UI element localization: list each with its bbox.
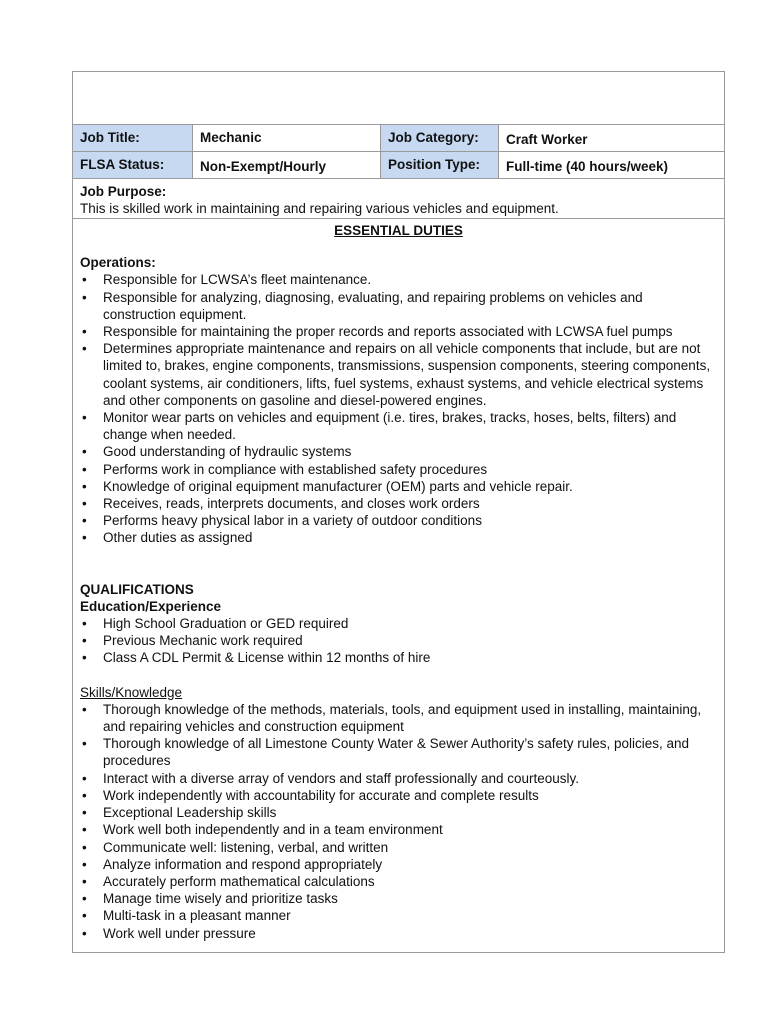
- list-item: • Class A CDL Permit & License within 12 months of hire: [80, 649, 717, 666]
- job-purpose-section: [73, 179, 724, 219]
- essential-duties-title: ESSENTIAL DUTIES: [334, 223, 463, 238]
- education-list: [80, 615, 717, 667]
- list-item: • Communicate well: listening, verbal, and written: [80, 839, 717, 856]
- list-item: • Performs heavy physical labor in a variety of outdoor conditions: [80, 512, 717, 529]
- list-item: • Manage time wisely and prioritize tasks: [80, 890, 717, 907]
- list-item: • Interact with a diverse array of vendors and staff professionally and courteously.: [80, 770, 717, 787]
- job-category-value: Craft Worker: [506, 132, 588, 147]
- list-item: • High School Graduation or GED required: [80, 615, 717, 632]
- qualifications-heading: QUALIFICATIONS: [80, 581, 194, 597]
- list-item: • Determines appropriate maintenance and repairs on all vehicle components that include, but are not limited to, brakes, engine components, transmissions, suspension components, steering components, coolant systems, air conditioners, lifts, fuel systems, exhaust systems, and vehicle electrical systems and other components on gasoline and diesel-powered engines.: [80, 340, 717, 409]
- flsa-status-value: Non-Exempt/Hourly: [193, 152, 381, 178]
- list-item: • Good understanding of hydraulic systems: [80, 443, 717, 460]
- list-item: • Responsible for maintaining the proper records and reports associated with LCWSA fuel pumps: [80, 323, 717, 340]
- list-item: • Work well both independently and in a team environment: [80, 821, 717, 838]
- list-item: • Analyze information and respond appropriately: [80, 856, 717, 873]
- job-title-value: Mechanic: [193, 125, 381, 151]
- list-item: • Monitor wear parts on vehicles and equipment (i.e. tires, brakes, tracks, hoses, belts, filters) and change when needed.: [80, 409, 717, 443]
- list-item: • Receives, reads, interprets documents, and closes work orders: [80, 495, 717, 512]
- list-item: • Performs work in compliance with established safety procedures: [80, 461, 717, 478]
- list-item: • Multi-task in a pleasant manner: [80, 907, 717, 924]
- skills-list: [80, 701, 717, 942]
- operations-list: [80, 271, 717, 546]
- list-item: • Responsible for analyzing, diagnosing, evaluating, and repairing problems on vehicles and construction equipment.: [80, 289, 717, 323]
- header-blank-area: [73, 72, 724, 125]
- skills-heading: Skills/Knowledge: [80, 684, 183, 700]
- list-item: • Previous Mechanic work required: [80, 632, 717, 649]
- list-item: • Responsible for LCWSA’s fleet maintenance.: [80, 271, 717, 288]
- job-description-document: [72, 71, 725, 953]
- list-item: • Accurately perform mathematical calculations: [80, 873, 717, 890]
- list-item: • Thorough knowledge of all Limestone County Water & Sewer Authority’s safety rules, policies, and procedures: [80, 735, 717, 769]
- position-type-value: Full-time (40 hours/week): [506, 159, 669, 174]
- header-row-1: [73, 125, 724, 152]
- list-item: • Exceptional Leadership skills: [80, 804, 717, 821]
- position-type-label: Position Type:: [381, 152, 499, 178]
- flsa-status-label: FLSA Status:: [73, 152, 193, 178]
- duties-section: [73, 222, 724, 942]
- job-title-label: Job Title:: [73, 125, 193, 151]
- operations-heading: Operations:: [80, 255, 156, 271]
- header-row-2: [73, 152, 724, 179]
- list-item: • Knowledge of original equipment manufacturer (OEM) parts and vehicle repair.: [80, 478, 717, 495]
- list-item: • Work well under pressure: [80, 925, 717, 942]
- job-category-label: Job Category:: [381, 125, 499, 151]
- job-purpose-text: This is skilled work in maintaining and repairing various vehicles and equipment.: [80, 201, 559, 216]
- list-item: • Work independently with accountability for accurate and complete results: [80, 787, 717, 804]
- job-purpose-heading: Job Purpose:: [80, 184, 167, 199]
- list-item: • Other duties as assigned: [80, 529, 717, 546]
- list-item: • Thorough knowledge of the methods, materials, tools, and equipment used in installing, maintaining, and repairing vehicles and construction equipment: [80, 701, 717, 735]
- education-heading: Education/Experience: [80, 598, 222, 614]
